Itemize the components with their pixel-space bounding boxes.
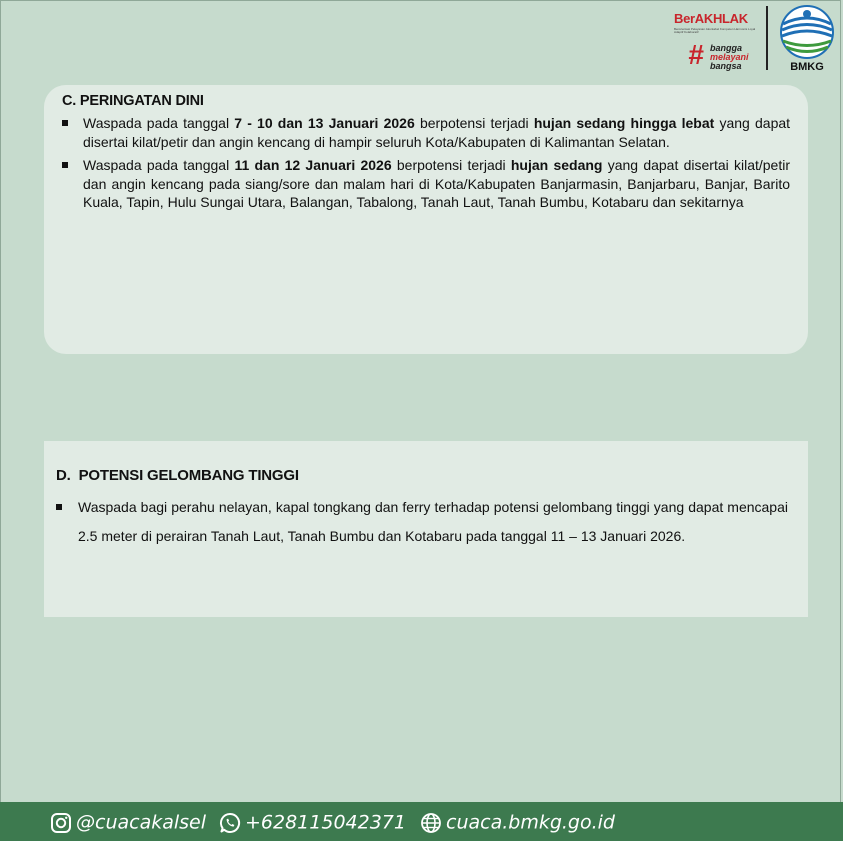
list-item: [62, 114, 790, 151]
logo-divider: [766, 6, 768, 70]
text-span: berpotensi terjadi: [414, 115, 534, 131]
tagline-word: bangga: [710, 43, 743, 53]
rain-intensity-highlight: hujan sedang: [510, 157, 603, 173]
whatsapp-icon: [219, 812, 241, 834]
bmkg-logo-icon: [778, 4, 836, 60]
instagram-icon: [50, 812, 72, 834]
text-span: yang dapat disertai kilat/petir dan angin kencang di hampir seluruh Kota/Kabupaten di Kalimantan Selatan.: [83, 115, 791, 150]
hashtag-mark: #: [688, 39, 704, 70]
footer-bar: [0, 802, 843, 841]
berakhlak-subtitle: Berorientasi Pelayanan Akuntabel Kompeten Harmonis Loyal Adaptif Kolaboratif: [674, 27, 756, 35]
berakhlak-title: BerAKHLAK: [674, 11, 748, 26]
tagline-word: bangsa: [710, 61, 742, 71]
list-item: [62, 156, 790, 212]
text-span: Waspada pada tanggal: [83, 157, 235, 173]
list-item: Waspada bagi perahu nelayan, kapal tongkang dan ferry terhadap potensi gelombang tinggi yang dapat mencapai 2.5 meter di perairan Tanah Laut, Tanah Bumbu dan Kotabaru pada tanggal 11 – 13 Januari 2026.: [56, 493, 788, 550]
early-warning-list: [62, 114, 790, 212]
tagline-word: melayani: [710, 52, 749, 62]
date-highlight: 11 dan 12 Januari 2026: [234, 157, 392, 173]
bmkg-logo: [778, 4, 836, 76]
text-span: Waspada pada tanggal: [83, 115, 235, 131]
section-letter: D.: [56, 467, 71, 484]
bmkg-label: BMKG: [790, 61, 824, 73]
text-span: berpotensi terjadi: [391, 157, 511, 173]
instagram-link[interactable]: [50, 810, 206, 834]
whatsapp-link[interactable]: [219, 810, 406, 834]
globe-icon: [420, 812, 442, 834]
berakhlak-logo: [674, 8, 760, 70]
early-warning-title: C. PERINGATAN DINI: [62, 93, 204, 109]
section-title-text: POTENSI GELOMBANG TINGGI: [78, 467, 299, 484]
high-wave-card: [44, 441, 808, 617]
website-link[interactable]: [420, 810, 615, 834]
date-highlight: 7 - 10 dan 13 Januari 2026: [234, 115, 415, 131]
high-wave-title: [56, 467, 788, 484]
text-span: yang dapat disertai kilat/petir dan angin kencang pada siang/sore dan malam hari di Kota/Kabupaten Banjarmasin, Banjarbaru, Banjar, Barito Kuala, Tapin, Hulu Sungai Utara, Balangan, Tabalong, Tanah Laut, Tanah Bumbu, Kotabaru dan sekitarnya: [83, 157, 790, 210]
website-url: cuaca.bmkg.go.id: [446, 811, 615, 834]
early-warning-card: [44, 85, 808, 354]
rain-intensity-highlight: hujan sedang hingga lebat: [533, 115, 715, 131]
whatsapp-number: +628115042371: [245, 811, 406, 834]
instagram-handle: @cuacakalsel: [76, 811, 207, 834]
bangga-melayani-bangsa: [710, 44, 749, 71]
high-wave-list: [56, 493, 788, 550]
